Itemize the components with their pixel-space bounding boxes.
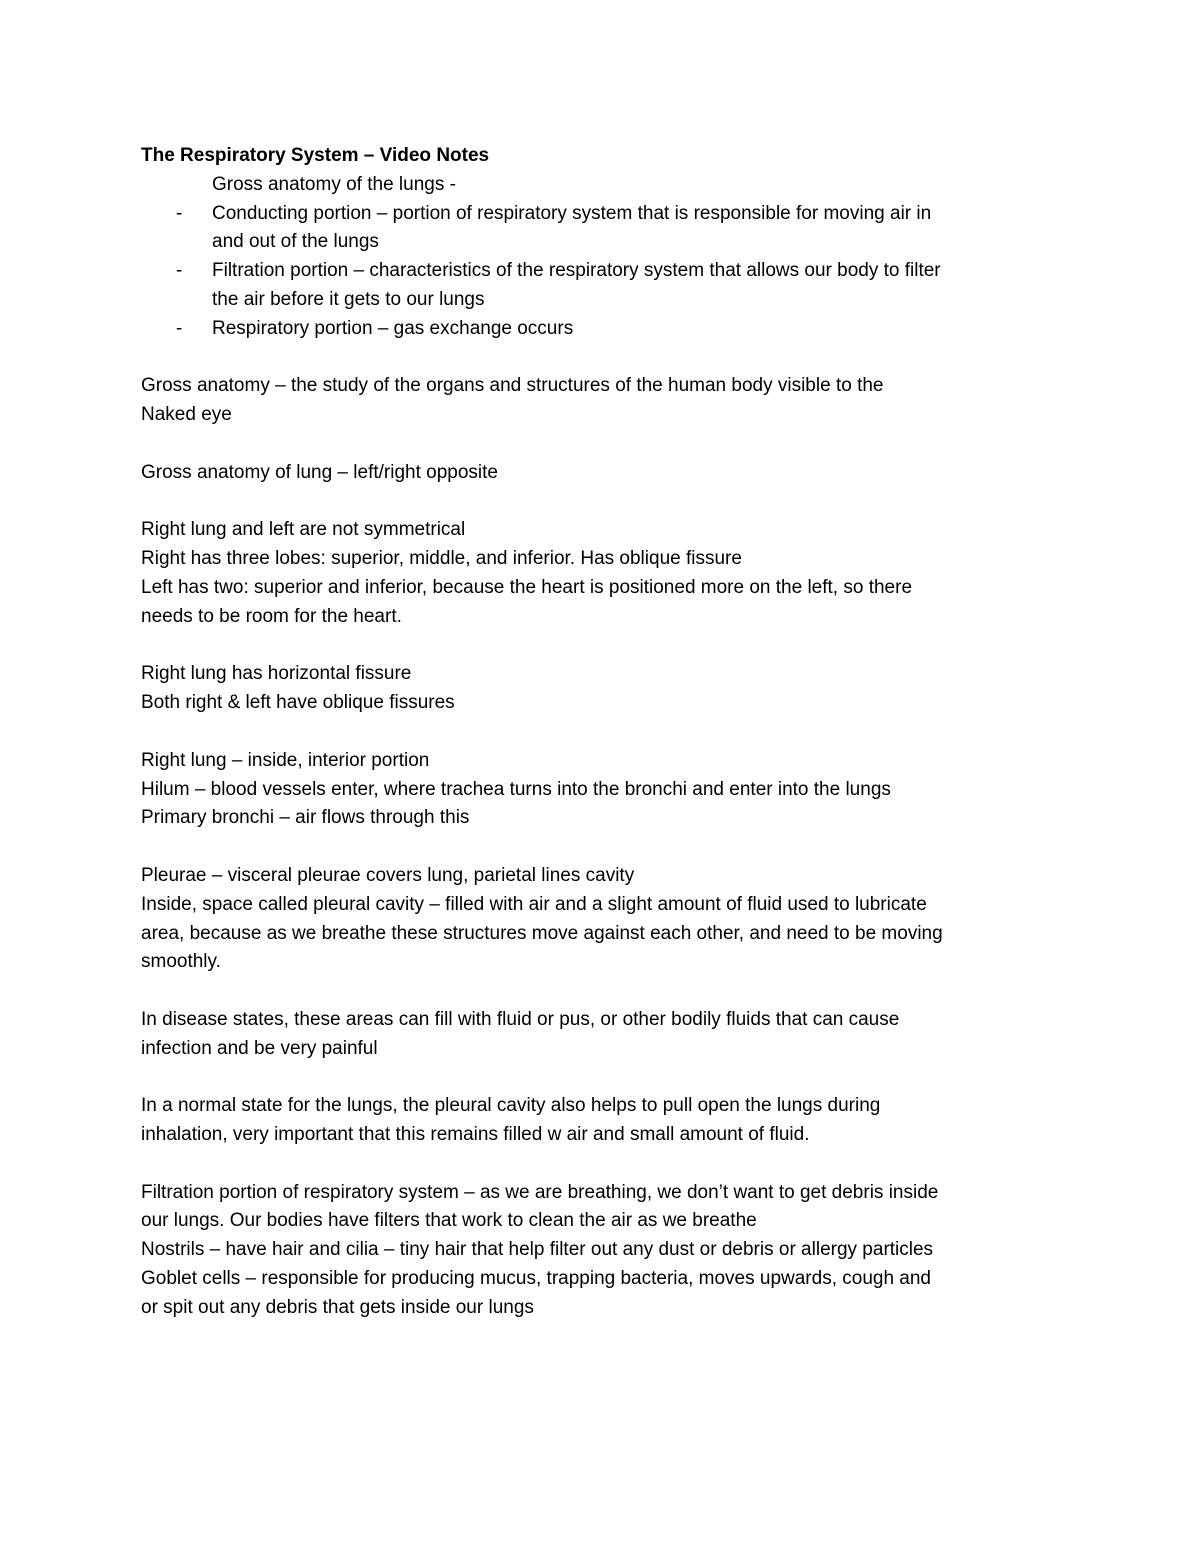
paragraph-gap (141, 1150, 1071, 1179)
text-line: or spit out any debris that gets inside our lungs (141, 1296, 534, 1318)
paragraph-hilum (141, 747, 1071, 833)
text-line: Gross anatomy – the study of the organs and structures of the human body visible to the (141, 375, 884, 397)
text-line: Filtration portion of respiratory system – as we are breathing, we don’t want to get debris inside (141, 1181, 939, 1203)
text-line: Nostrils – have hair and cilia – tiny hair that help filter out any dust or debris or allergy particles (141, 1239, 934, 1261)
paragraph-pleurae (141, 862, 1071, 977)
text-line: inhalation, very important that this remains filled w air and small amount of fluid. (141, 1124, 810, 1146)
paragraph-filtration (141, 1179, 1071, 1323)
text-line: Both right & left have oblique fissures (141, 692, 455, 714)
text-line: Pleurae – visceral pleurae covers lung, parietal lines cavity (141, 864, 635, 886)
paragraph-gap (141, 1064, 1071, 1093)
subheading: Gross anatomy of the lungs - (212, 173, 456, 195)
text-line: Inside, space called pleural cavity – filled with air and a slight amount of fluid used to lubricate (141, 893, 927, 915)
text-line: Naked eye (141, 404, 232, 426)
text-line: our lungs. Our bodies have filters that work to clean the air as we breathe (141, 1210, 757, 1232)
paragraph-gap (141, 344, 1071, 373)
document-body (141, 142, 1071, 1323)
bullet-line: Filtration portion – characteristics of the respiratory system that allows our body to filter (212, 260, 941, 282)
text-line: In a normal state for the lungs, the pleural cavity also helps to pull open the lungs during (141, 1095, 881, 1117)
bullet-line: Conducting portion – portion of respiratory system that is responsible for moving air in (212, 202, 932, 224)
paragraph-gap (141, 632, 1071, 661)
text-line: Primary bronchi – air flows through this (141, 807, 470, 829)
bullet-line: Respiratory portion – gas exchange occurs (212, 317, 574, 339)
text-line: infection and be very painful (141, 1037, 378, 1059)
paragraph-gap (141, 718, 1071, 747)
paragraph-gap (141, 488, 1071, 517)
text-line: Hilum – blood vessels enter, where trachea turns into the bronchi and enter into the lungs (141, 778, 891, 800)
text-line: Gross anatomy of lung – left/right opposite (141, 461, 498, 483)
text-line: In disease states, these areas can fill with fluid or pus, or other bodily fluids that can cause (141, 1008, 900, 1030)
text-line: area, because as we breathe these structures move against each other, and need to be moving (141, 922, 943, 944)
document-title: The Respiratory System – Video Notes (141, 145, 490, 166)
bullet-line: and out of the lungs (212, 231, 379, 253)
text-line: Right lung – inside, interior portion (141, 749, 430, 771)
list-item (141, 315, 1071, 344)
bullet-dash: - (176, 317, 183, 339)
list-item (141, 257, 1071, 315)
paragraph-gap (141, 833, 1071, 862)
bullet-dash: - (176, 260, 183, 282)
paragraph-disease-states (141, 1006, 1071, 1064)
paragraph-normal-state (141, 1092, 1071, 1150)
paragraph-lung-opposite (141, 459, 1071, 488)
paragraph-gross-anatomy-definition (141, 372, 1071, 430)
bullet-line: the air before it gets to our lungs (212, 288, 485, 310)
text-line: Left has two: superior and inferior, because the heart is positioned more on the left, so there (141, 576, 913, 598)
list-item (141, 200, 1071, 258)
text-line: Right lung and left are not symmetrical (141, 519, 466, 541)
bullet-dash: - (176, 202, 183, 224)
text-line: Right has three lobes: superior, middle, and inferior. Has oblique fissure (141, 548, 742, 570)
text-line: smoothly. (141, 951, 221, 973)
paragraph-lobes (141, 516, 1071, 631)
paragraph-gap (141, 430, 1071, 459)
paragraph-gap (141, 977, 1071, 1006)
bullet-list (141, 200, 1071, 344)
text-line: Goblet cells – responsible for producing mucus, trapping bacteria, moves upwards, cough and (141, 1268, 931, 1290)
text-line: Right lung has horizontal fissure (141, 663, 412, 685)
paragraph-fissures (141, 660, 1071, 718)
text-line: needs to be room for the heart. (141, 605, 402, 627)
